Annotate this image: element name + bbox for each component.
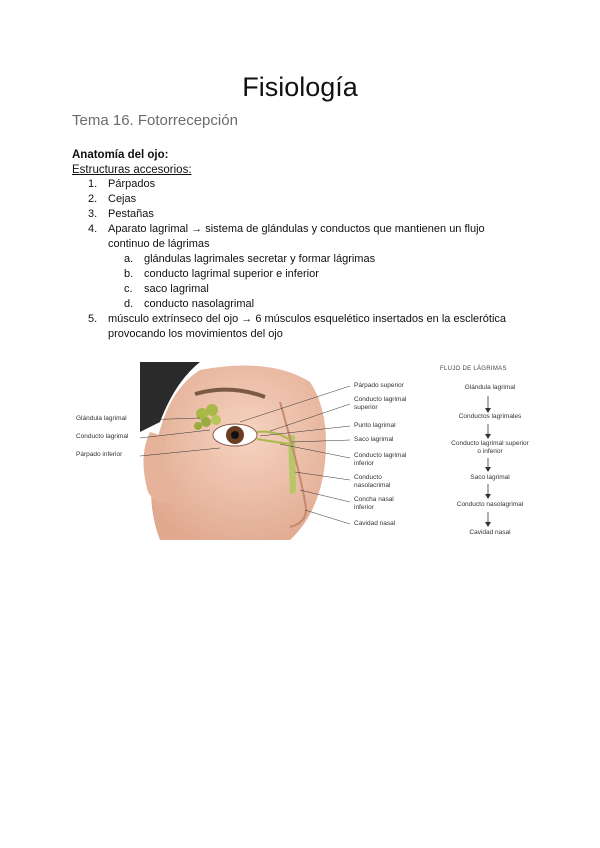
label-glandula-lagrimal: Glándula lagrimal <box>76 415 127 422</box>
label-conducto-lagrimal-superior: Conducto lagrimal superior <box>354 396 407 411</box>
page-subtitle: Tema 16. Fotorrecepción <box>72 112 238 129</box>
label-concha-nasal-inferior: Concha nasal inferior <box>354 496 394 511</box>
page-title: Fisiología <box>242 72 358 102</box>
label-parpado-inferior: Párpado inferior <box>76 451 123 458</box>
label-conducto-nasolacrimal: Conducto nasolacrimal <box>354 474 391 489</box>
flow-arrows <box>440 366 540 546</box>
flow-step: Conducto lagrimal superior o inferior <box>451 440 529 455</box>
flow-step: Glándula lagrimal <box>464 384 516 391</box>
list-item: 3. Pestañas <box>88 208 154 220</box>
label-conducto-lagrimal: Conducto lagrimal <box>76 433 129 440</box>
label-punto-lagrimal: Punto lagrimal <box>354 422 396 429</box>
label-conducto-lagrimal-inferior: Conducto lagrimal inferior <box>354 452 407 467</box>
tear-flow-diagram <box>440 366 540 546</box>
flow-step: Conductos lagrimales <box>458 413 522 420</box>
sub-list-item: b. conducto lagrimal superior e inferior <box>124 268 319 280</box>
arrow-down-icon <box>485 494 491 499</box>
list-item: 1. Párpados <box>88 178 156 190</box>
list-item-continuation: provocando los movimientos del ojo <box>108 328 283 340</box>
sub-heading: Estructuras accesorios: <box>72 164 192 176</box>
list-item: 4. Aparato lagrimal → sistema de glándulas y conductos que mantienen un flujo <box>88 223 485 235</box>
structures-list <box>72 177 532 342</box>
sub-list-item: c. saco lagrimal <box>124 283 209 295</box>
list-item: 2. Cejas <box>88 193 137 205</box>
section-heading: Anatomía del ojo: <box>72 149 169 161</box>
flow-step: Saco lagrimal <box>470 474 510 481</box>
flow-step: Cavidad nasal <box>469 529 511 536</box>
sub-list-item: d. conducto nasolagrimal <box>124 298 255 310</box>
arrow-down-icon <box>485 522 491 527</box>
list-item: 5. músculo extrínseco del ojo → 6 músculos esquelético insertados en la esclerótica <box>88 313 507 325</box>
sub-list-item: a. glándulas lagrimales secretar y formar lágrimas <box>124 253 376 265</box>
label-parpado-superior: Párpado superior <box>354 382 404 389</box>
list-item-continuation: continuo de lágrimas <box>108 238 210 250</box>
arrow-down-icon <box>485 434 491 439</box>
label-cavidad-nasal: Cavidad nasal <box>354 520 396 527</box>
label-saco-lagrimal: Saco lagrimal <box>354 436 394 443</box>
eye-anatomy-figure <box>76 362 420 542</box>
flow-title: FLUJO DE LÁGRIMAS <box>440 366 507 372</box>
arrow-down-icon <box>485 467 491 472</box>
flow-step: Conducto nasolagrimal <box>456 501 524 508</box>
